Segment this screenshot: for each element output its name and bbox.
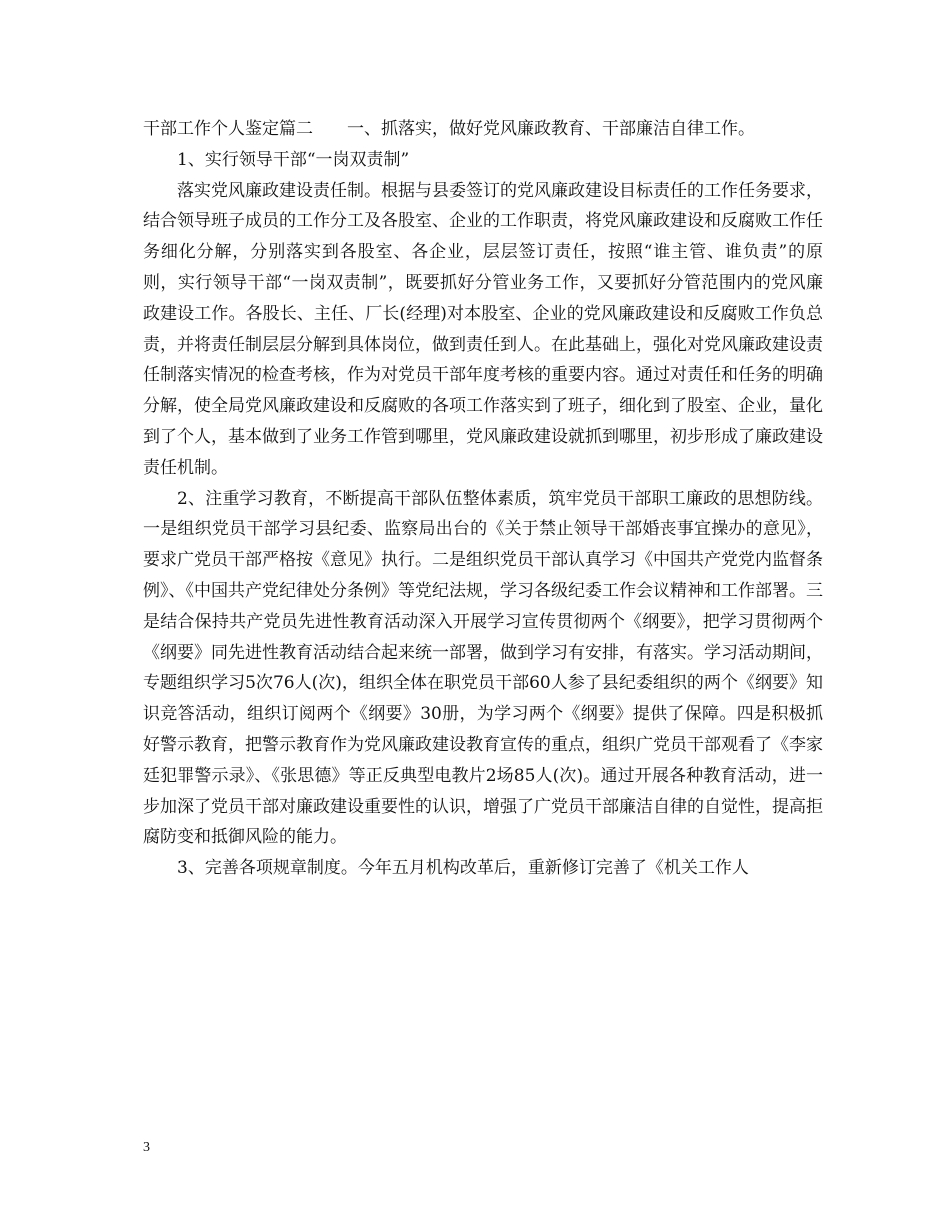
page-number: 3 <box>143 1140 150 1155</box>
document-body <box>143 114 823 884</box>
heading-line: 干部工作个人鉴定篇二 一、抓落实，做好党风廉政教育、干部廉洁自律工作。 <box>143 119 755 139</box>
paragraph-rules-regulations: 3、完善各项规章制度。今年五月机构改革后，重新修订完善了《机关工作人 <box>177 858 749 879</box>
paragraph-study-education: 2、注重学习教育，不断提高干部队伍整体素质，筑牢党员干部职工廉政的思想防线。一是组织党员干部学习县纪委、监察局出台的《关于禁止领导干部婚丧事宜操办的意见》，要求广党员干部严格按《意见》执行。二是组织党员干部认真学习《中国共产党党内监督条例》、《中国共产党纪律处分条例》等党纪法规，学习各级纪委工作会议精神和工作部署。三是结合保持共产党员先进性教育活动深入开展学习宣传贯彻两个《纲要》，把学习贯彻两个《纲要》同先进性教育活动结合起来统一部署，做到学习有安排，有落实。学习活动期间，专题组织学习5次76人(次)，组织全体在职党员干部60人参了县纪委组织的两个《纲要》知识竞答活动，组织订阅两个《纲要》30册，为学习两个《纲要》提供了保障。四是积极抓好警示教育，把警示教育作为党风廉政建设教育宣传的重点，组织广党员干部观看了《李家廷犯罪警示录》、《张思德》等正反典型电教片2场85人(次)。通过开展各种教育活动，进一步加深了党员干部对廉政建设重要性的认识，增强了广党员干部廉洁自律的自觉性，提高拒腐防变和抵御风险的能力。 <box>143 488 823 848</box>
paragraph-section-1-title: 1、实行领导干部“一岗双责制” <box>177 149 410 170</box>
paragraph-responsibility-system: 落实党风廉政建设责任制。根据与县委签订的党风廉政建设目标责任的工作任务要求，结合领导班子成员的工作分工及各股室、企业的工作职责，将党风廉政建设和反腐败工作任务细化分解，分别落实到各股室、各企业，层层签订责任，按照“谁主管、谁负责”的原则，实行领导干部“一岗双责制”，既要抓好分管业务工作，又要抓好分管范围内的党风廉政建设工作。各股长、主任、厂长(经理)对本股室、企业的党风廉政建设和反腐败工作负总责，并将责任制层层分解到具体岗位，做到责任到人。在此基础上，强化对党风廉政建设责任制落实情况的检查考核，作为对党员干部年度考核的重要内容。通过对责任和任务的明确分解，使全局党风廉政建设和反腐败的各项工作落实到了班子，细化到了股室、企业，量化到了个人，基本做到了业务工作管到哪里，党风廉政建设就抓到哪里，初步形成了廉政建设责任机制。 <box>143 180 823 478</box>
